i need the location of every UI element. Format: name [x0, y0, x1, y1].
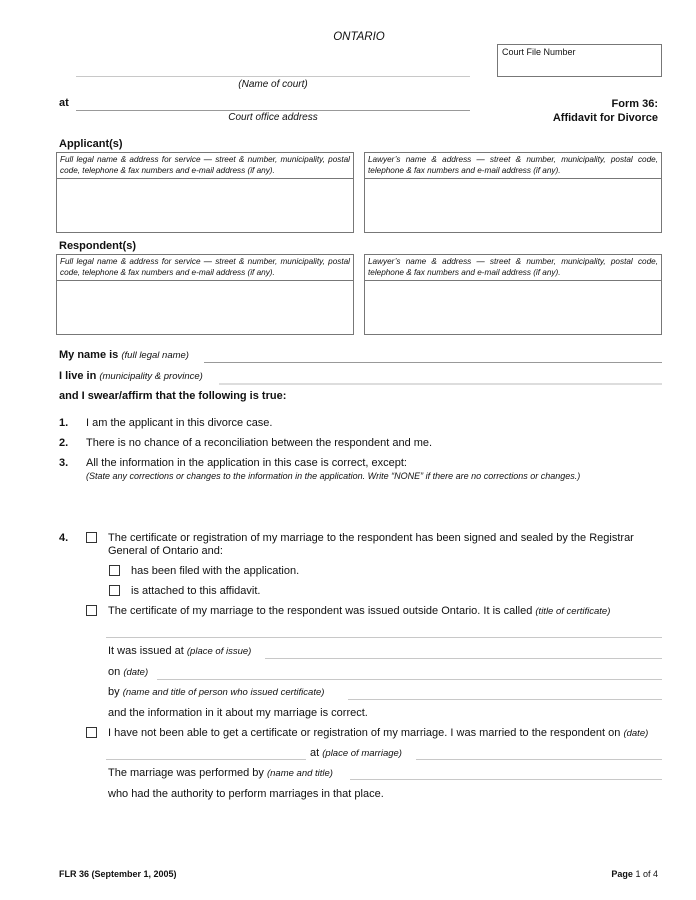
municipality-line[interactable]	[219, 383, 662, 385]
checkbox-issued-outside-ontario[interactable]	[86, 605, 97, 616]
my-name-row	[59, 349, 189, 361]
checkbox-no-certificate[interactable]	[86, 727, 97, 738]
issued-by-hint: (name and title of person who issued certificate)	[122, 687, 325, 698]
statement-1-number: 1.	[59, 417, 69, 429]
respondent-lawyer-input[interactable]	[365, 281, 661, 334]
statement-3-note: (State any corrections or changes to the information in the application. Write “NONE” if there are no corrections or changes.)	[86, 471, 581, 481]
live-in-label: I live in	[59, 370, 97, 382]
place-of-issue-line[interactable]	[265, 658, 662, 659]
issued-on-label: on	[108, 666, 121, 678]
respondent-lawyer-box-label: Lawyer’s name & address — street & number, municipality, postal code, telephone & fax numbers and e-mail address (if any).	[365, 255, 661, 281]
applicant-party-box-label: Full legal name & address for service — street & number, municipality, postal code, telephone & fax numbers and e-mail address (if any).	[57, 153, 353, 179]
issue-date-line[interactable]	[157, 679, 662, 680]
applicant-lawyer-box-label: Lawyer’s name & address — street & number, municipality, postal code, telephone & fax numbers and e-mail address (if any).	[365, 153, 661, 179]
option-c-text	[108, 727, 648, 740]
option-a-line1: The certificate or registration of my marriage to the respondent has been signed and sealed by the Registrar	[108, 532, 634, 544]
court-file-number-label: Court File Number	[502, 47, 576, 57]
page-current: 1	[635, 869, 641, 879]
respondent-party-input[interactable]	[57, 281, 353, 334]
applicants-heading: Applicant(s)	[59, 138, 123, 150]
applicant-party-box	[56, 152, 354, 233]
respondent-lawyer-box	[364, 254, 662, 335]
court-file-number-field[interactable]	[497, 44, 662, 77]
at-label: at	[59, 97, 69, 109]
jurisdiction-title: ONTARIO	[333, 31, 385, 43]
marriage-date-line[interactable]	[106, 759, 306, 760]
applicant-lawyer-input[interactable]	[365, 179, 661, 232]
form-code: FLR 36 (September 1, 2005)	[59, 869, 177, 879]
checkbox-filed-with-application[interactable]	[109, 565, 120, 576]
sub-filed-text: has been filed with the application.	[131, 565, 300, 577]
marriage-place-row	[310, 747, 402, 760]
checkbox-attached-to-affidavit[interactable]	[109, 585, 120, 596]
applicant-party-input[interactable]	[57, 179, 353, 232]
form-title	[553, 97, 658, 125]
officiant-name-line[interactable]	[350, 779, 662, 780]
issued-at-hint: (place of issue)	[186, 646, 252, 657]
my-name-label: My name is	[59, 349, 119, 361]
respondents-heading: Respondent(s)	[59, 240, 136, 252]
authority-text: who had the authority to perform marriages in that place.	[108, 788, 384, 800]
sub-attached-text: is attached to this affidavit.	[131, 585, 261, 597]
respondent-party-box-label: Full legal name & address for service — street & number, municipality, postal code, telephone & fax numbers and e-mail address (if any).	[57, 255, 353, 281]
name-of-court-line[interactable]	[76, 76, 470, 77]
form-number: Form 36:	[611, 98, 658, 110]
corrections-input-area[interactable]	[86, 485, 662, 525]
issued-by-row	[108, 686, 324, 699]
information-correct-text: and the information in it about my marriage is correct.	[108, 707, 368, 719]
title-of-certificate-line[interactable]	[106, 637, 662, 638]
court-office-address-caption: Court office address	[228, 112, 318, 123]
statement-2-number: 2.	[59, 437, 69, 449]
marriage-place-hint: (place of marriage)	[322, 748, 402, 759]
option-a-text	[108, 532, 662, 558]
issued-on-hint: (date)	[123, 667, 149, 678]
issued-at-label: It was issued at	[108, 645, 184, 657]
live-in-row	[59, 370, 203, 382]
performed-by-row	[108, 767, 333, 780]
live-in-hint: (municipality & province)	[99, 371, 203, 382]
applicant-lawyer-box	[364, 152, 662, 233]
issued-at-row	[108, 645, 251, 658]
statement-3-text: All the information in the application in this case is correct, except:	[86, 457, 407, 469]
issued-by-label: by	[108, 686, 120, 698]
respondent-party-box	[56, 254, 354, 335]
court-office-address-line[interactable]	[76, 110, 470, 111]
performed-by-label: The marriage was performed by	[108, 767, 264, 779]
statement-1-text: I am the applicant in this divorce case.	[86, 417, 273, 429]
statement-3-number: 3.	[59, 457, 69, 469]
option-a-line2: General of Ontario and:	[108, 545, 223, 557]
page-label: Page	[611, 869, 633, 879]
performed-by-hint: (name and title)	[266, 768, 333, 779]
my-name-hint: (full legal name)	[121, 350, 189, 361]
full-legal-name-line[interactable]	[204, 362, 662, 363]
swear-line: and I swear/affirm that the following is true:	[59, 390, 287, 402]
issued-on-row	[108, 666, 148, 679]
statement-4-number: 4.	[59, 532, 69, 544]
marriage-at-label: at	[310, 747, 320, 759]
form-name: Affidavit for Divorce	[552, 112, 658, 124]
option-b-text	[108, 605, 610, 618]
statement-2-text: There is no chance of a reconciliation between the respondent and me.	[86, 437, 433, 449]
name-of-court-caption: (Name of court)	[238, 79, 308, 90]
option-b-hint: (title of certificate)	[535, 606, 611, 617]
page-indicator	[611, 869, 658, 879]
place-of-marriage-line[interactable]	[416, 759, 662, 760]
checkbox-registrar-general[interactable]	[86, 532, 97, 543]
page-total: of 4	[642, 869, 658, 879]
option-b-label: The certificate of my marriage to the respondent was issued outside Ontario. It is called	[108, 605, 533, 617]
option-c-hint: (date)	[623, 728, 649, 739]
issuer-name-line[interactable]	[348, 699, 662, 700]
option-c-label: I have not been able to get a certificate or registration of my marriage. I was married to the respondent on	[108, 727, 621, 739]
